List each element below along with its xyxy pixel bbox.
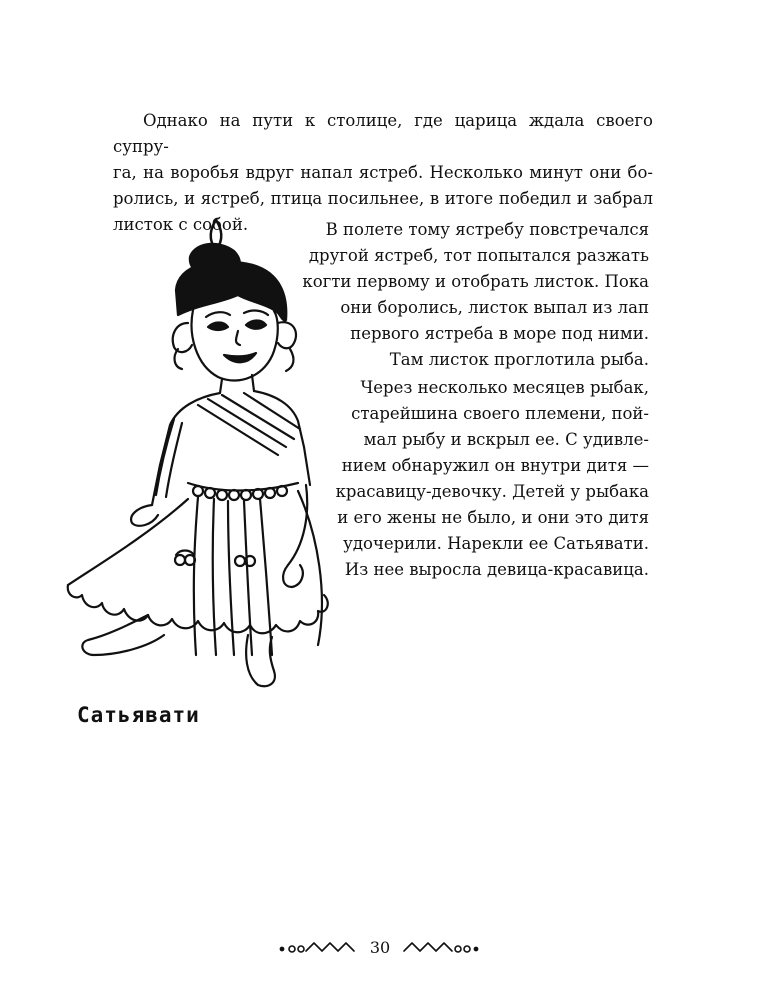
text-line: Через несколько месяцев рыбак, [360, 378, 649, 397]
satyavati-illustration [48, 215, 338, 705]
text-line: листок с собой. [113, 215, 249, 234]
text-line: ролись, и ястреб, птица посильнее, в итоге победил и забрал [113, 189, 653, 208]
text-line: старейшина своего племени, пой- [351, 404, 649, 423]
text-line: они боролись, листок выпал из лап [340, 298, 649, 317]
text-line: когти первому и отобрать листок. Пока [302, 272, 649, 291]
text-line: первого ястреба в море под ними. [350, 324, 649, 343]
text-line: нием обнаружил он внутри дитя — [341, 456, 649, 475]
page-number: 30 [369, 938, 391, 957]
text-line: и его жены не было, и они это дитя [337, 508, 649, 527]
text-line: удочерили. Нарекли ее Сатьявати. [343, 534, 649, 553]
text-line: Там листок проглотила рыба. [389, 350, 649, 369]
text-line: другой ястреб, тот попытался разжать [308, 246, 649, 265]
paragraph-3 [336, 375, 649, 583]
text-line: Из нее выросла девица-красавица. [344, 560, 649, 579]
text-line: В полете тому ястребу повстречался [325, 220, 649, 239]
text-line: Однако на пути к столице, где царица ждала своего супру- [113, 111, 653, 156]
text-line: мал рыбу и вскрыл ее. С удивле- [363, 430, 649, 449]
text-line: красавицу-девочку. Детей у рыбака [335, 482, 649, 501]
illustration-caption: Сатьявати [77, 703, 200, 727]
paragraph-2 [302, 217, 649, 373]
text-line: га, на воробья вдруг напал ястреб. Несколько минут они бо- [113, 163, 653, 182]
